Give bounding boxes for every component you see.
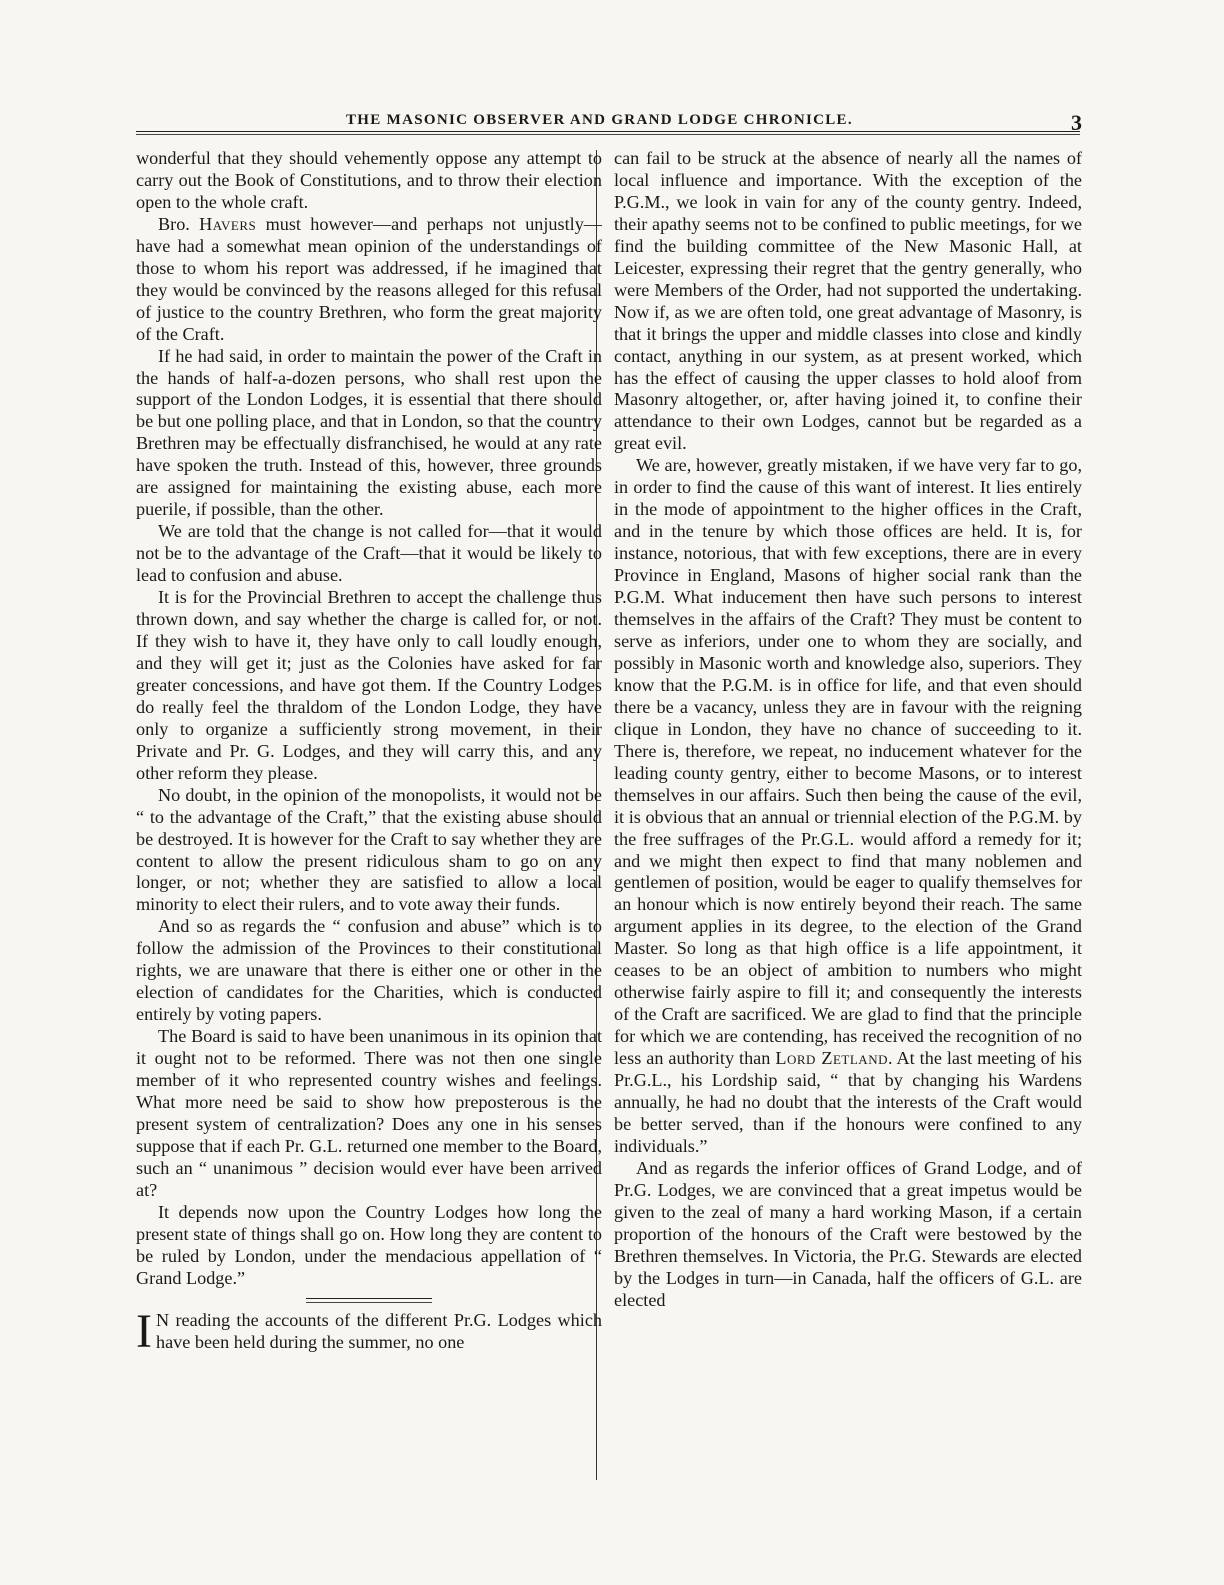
paragraph: wonderful that they should vehemently oppose any attempt to carry out the Book of Constitutions, and to throw their election open to the whole craft. [136,148,602,212]
name-smallcaps: Havers [199,213,257,234]
right-column [614,148,1082,1312]
header-rule [136,131,1080,132]
article-separator [136,1290,602,1310]
paragraph: No doubt, in the opinion of the monopolists, it would not be “ to the advantage of the Craft,” that the existing abuse should be destroyed. It is however for the Craft to say whether they are content to allow the present ridiculous sham to go on any longer, or not; whether they are satisfied to allow a local minority to elect their rulers, and to vote away their funds. [136,784,602,915]
paragraph: We are told that the change is not called for—that it would not be to the advantage of the Craft—that it would be likely to lead to confusion and abuse. [136,521,602,586]
running-title: THE MASONIC OBSERVER AND GRAND LODGE CHRONICLE. [346,112,853,128]
page-number: 3 [1071,110,1082,135]
paragraph: If he had said, in order to maintain the power of the Craft in the hands of half-a-dozen persons, who shall rest upon the support of the London Lodges, it is essential that there should be but one polling place, and that in London, so that the country Brethren may be effectually disfranchised, he would at any rate have spoken the truth. Instead of this, however, three grounds are assigned for maintaining the existing abuse, each more puerile, if possible, than the other. [136,345,602,520]
paragraph: can fail to be struck at the absence of nearly all the names of local influence and importance. With the exception of the P.G.M., we look in vain for any of the county gentry. Indeed, their apathy seems not to be confined to public meetings, for we find the building committee of the New Masonic Hall, at Leicester, expressing their regret that the gentry generally, who were Members of the Order, had not supported the undertaking. Now if, as we are often told, one great advantage of Masonry, is that it brings the upper and middle classes into close and kindly contact, anything in our system, as at present worked, which has the effect of causing the upper classes to hold aloof from Masonry altogether, or, after having joined it, to confine their attendance to their own Lodges, cannot but be regarded as a great evil. [614,148,1082,454]
paragraph: The Board is said to have been unanimous in its opinion that it ought not to be reformed. There was not then one single member of it who represented country wishes and feelings. What more need be said to show how preposterous is the present system of centralization? Does any one in his senses suppose that if each Pr. G.L. returned one member to the Board, such an “ unanimous ” decision would ever have been arrived at? [136,1026,602,1200]
new-article-paragraph: I N reading the accounts of the different Pr.G. Lodges which have been held during the summer, no one [136,1304,602,1358]
paragraph: And so as regards the “ confusion and abuse” which is to follow the admission of the Provinces to their constitutional rights, we are unaware that there is either one or other in the election of candidates for the Charities, which is conducted entirely by voting papers. [136,916,602,1025]
name-smallcaps: Lord Zetland [775,1048,888,1069]
paragraph: We are, however, greatly mistaken, if we have very far to go, in order to find the cause of this want of interest. It lies entirely in the mode of appointment to the higher offices in the Craft, and in the tenure by which those offices are held. It is, for instance, notorious, that with few exceptions, there are in every Province in England, Masons of higher social rank than the P.G.M. What inducement then have such persons to interest themselves in the affairs of the Craft? They must be content to serve as inferiors, under one to whom they are socially, and possibly in Masonic worth and knowledge also, superiors. They know that the P.G.M. is in office for life, and that even should there be a vacancy, unless they are in favour with the reigning clique in London, they have no chance of succeeding to it. There is, therefore, we repeat, no inducement whatever for the leading county gentry, either to become Masons, or to interest themselves in our affairs. Such then being the cause of the evil, it is obvious that an annual or triennial election of the P.G.M. by the free suffrages of the Pr.G.L. would afford a remedy for it; and we might then expect to find that many noblemen and gentlemen of position, would be eager to qualify themselves for an honour which is now entirely beyond their reach. The same argument applies in its degree, to the election of the Grand Master. So long as that high office is a life appointment, it ceases to be an object of ambition to numbers who might otherwise fairly aspire to fill it; and consequently the interests of the Craft are sacrificed. We are glad to find that the principle for which we are contending, has received the recognition of no less an authority than Lord Zetland. At the last meeting of his Pr.G.L., his Lordship said, “ that by changing his Wardens annually, he had no doubt that the interests of the Craft would be better served, than if the honours were confined to any individuals.” [614,455,1083,1156]
paragraph: It depends now upon the Country Lodges how long the present state of things shall go on. How long they are content to be ruled by London, under the mendacious appellation of “ Grand Lodge.” [136,1201,602,1288]
paragraph: Bro. Havers must however—and perhaps not unjustly—have had a somewhat mean opinion of the understandings of those to whom his report was addressed, if he imagined that they would be convinced by the reasons alleged for this refusal of justice to the country Brethren, who form the great majority of the Craft. [136,213,602,344]
paragraph: And as regards the inferior offices of Grand Lodge, and of Pr.G. Lodges, we are convinced that a great impetus would be given to the zeal of many a hard working Mason, if a certain proportion of the honours of the Craft were bestowed by the Brethren themselves. In Victoria, the Pr.G. Stewards are elected by the Lodges in turn—in Canada, half the officers of G.L. are elected [614,1157,1082,1310]
header-rule-thin [136,134,1080,135]
drop-cap: I [136,1304,152,1358]
paragraph: It is for the Provincial Brethren to accept the challenge thus thrown down, and say whether the charge is called for, or not. If they wish to have it, they have only to call loudly enough, and they will get it; just as the Colonies have asked for far greater concessions, and have got them. If the Country Lodges do really feel the thraldom of the London Lodge, they have only to organize a sufficiently strong movement, in their Private and Pr. G. Lodges, and they will carry this, and any other reform they please. [136,587,602,783]
left-column [136,148,602,1358]
